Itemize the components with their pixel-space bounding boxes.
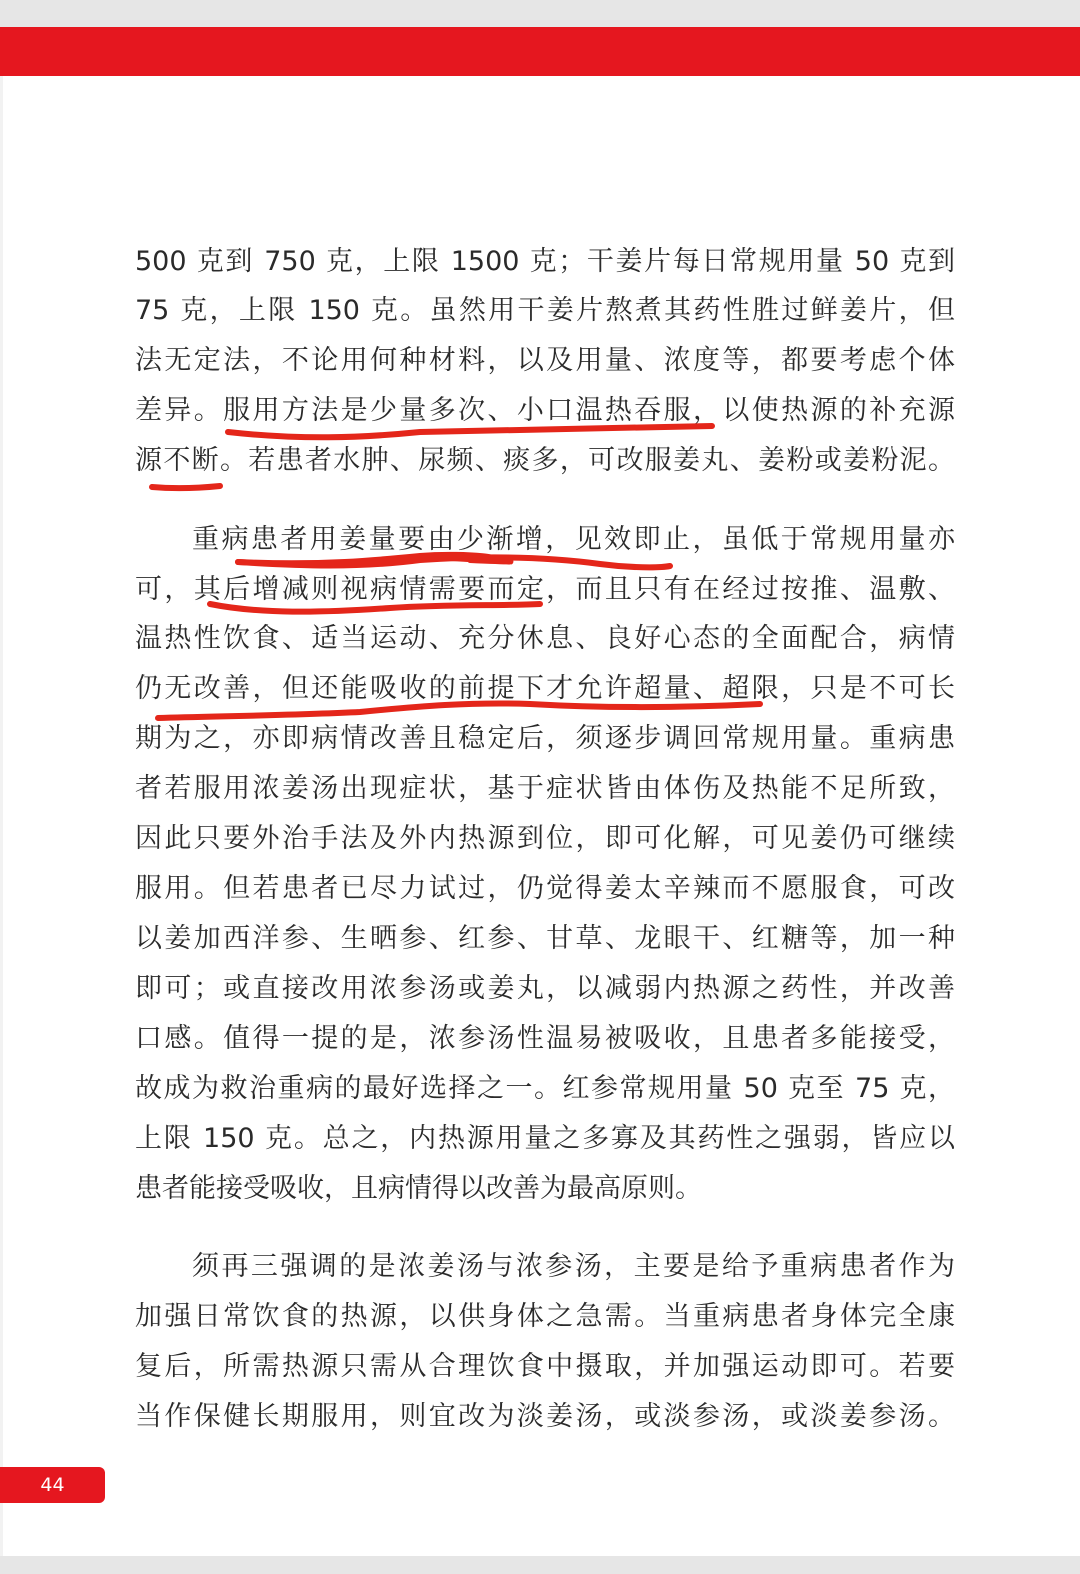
text-line: 口感。值得一提的是，浓参汤性温易被吸收，且患者多能接受， <box>135 1023 955 1054</box>
text-line: 仍无改善，但还能吸收的前提下才允许超量、超限，只是不可长 <box>135 673 955 704</box>
text-line: 加强日常饮食的热源，以供身体之急需。当重病患者身体完全康 <box>135 1301 955 1332</box>
header-red-bar <box>0 27 1080 76</box>
text-line: 者若服用浓姜汤出现症状，基于症状皆由体伤及热能不足所致， <box>135 773 955 804</box>
page-edge <box>0 76 3 1556</box>
text-line: 期为之，亦即病情改善且稳定后，须逐步调回常规用量。重病患 <box>135 723 955 754</box>
text-line: 须再三强调的是浓姜汤与浓参汤，主要是给予重病患者作为 <box>192 1251 955 1282</box>
text-line: 服用。但若患者已尽力试过，仍觉得姜太辛辣而不愿服食，可改 <box>135 873 955 904</box>
text-line: 75 克，上限 150 克。虽然用干姜片熬煮其药性胜过鲜姜片，但 <box>135 295 955 326</box>
text-line: 温热性饮食、适当运动、充分休息、良好心态的全面配合，病情 <box>135 623 955 654</box>
text-line: 当作保健长期服用，则宜改为淡姜汤，或淡参汤，或淡姜参汤。 <box>135 1401 955 1432</box>
top-margin <box>0 0 1080 27</box>
text-line: 即可；或直接改用浓参汤或姜丸，以减弱内热源之药性，并改善 <box>135 973 955 1004</box>
text-line: 500 克到 750 克，上限 1500 克；干姜片每日常规用量 50 克到 <box>135 246 955 277</box>
text-line: 法无定法，不论用何种材料，以及用量、浓度等，都要考虑个体 <box>135 345 955 376</box>
text-line: 差异。服用方法是少量多次、小口温热吞服，以使热源的补充源 <box>135 395 955 426</box>
underline-mark <box>152 486 220 488</box>
text-line: 以姜加西洋参、生晒参、红参、甘草、龙眼干、红糖等，加一种 <box>135 923 955 954</box>
text-line: 上限 150 克。总之，内热源用量之多寡及其药性之强弱，皆应以 <box>135 1123 955 1154</box>
text-line: 复后，所需热源只需从合理饮食中摄取，并加强运动即可。若要 <box>135 1351 955 1382</box>
text-line: 因此只要外治手法及外内热源到位，即可化解，可见姜仍可继续 <box>135 823 955 854</box>
text-line: 故成为救治重病的最好选择之一。红参常规用量 50 克至 75 克， <box>135 1073 955 1104</box>
bottom-margin <box>0 1556 1080 1574</box>
page-number-badge: 44 <box>0 1467 105 1503</box>
text-line: 患者能接受吸收，且病情得以改善为最高原则。 <box>135 1173 702 1204</box>
text-line: 可，其后增减则视病情需要而定，而且只有在经过按推、温敷、 <box>135 574 955 605</box>
text-line: 重病患者用姜量要由少渐增，见效即止，虽低于常规用量亦 <box>192 524 955 555</box>
text-line: 源不断。若患者水肿、尿频、痰多，可改服姜丸、姜粉或姜粉泥。 <box>135 445 955 476</box>
